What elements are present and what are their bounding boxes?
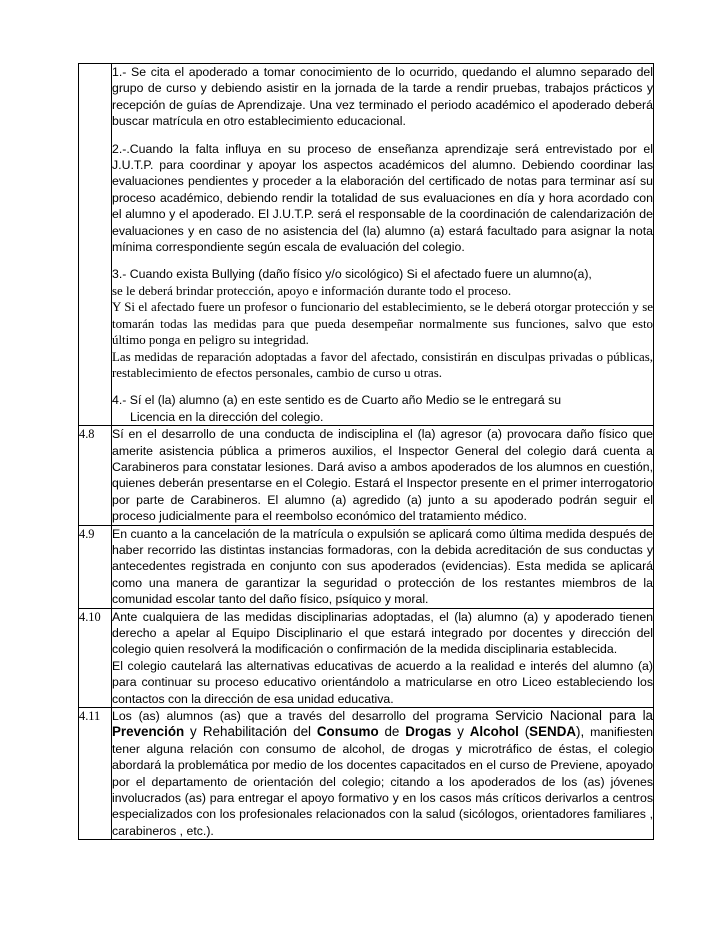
paragraph: Y Si el afectado fuere un profesor o funcionario del establecimiento, se le deberá otorgar protección y se tomarán todas las medidas para que pueda desempeñar normalmente sus funciones, salvo que esto último ponga en peligro su integridad. xyxy=(112,300,653,348)
paragraph: En cuanto a la cancelación de la matrícula o expulsión se aplicará como última medida después de haber recorrido las distintas instancias formadoras, con la debida acreditación de sus conductas y antecedentes registrada en conjunto con sus apoderados (evidencias). Esta medida se aplicará como una manera de garantizar la seguridad o protección de los restantes miembros de la comunidad escolar tanto del daño físico, psíquico y moral. xyxy=(112,526,653,607)
row-number: 4.11 xyxy=(79,708,112,840)
paragraph: se le deberá brindar protección, apoyo e información durante todo el proceso. xyxy=(112,283,512,298)
regulation-table xyxy=(78,63,654,840)
text-run-bold: Alcohol xyxy=(469,724,519,740)
text-run: la xyxy=(642,708,653,724)
row-number xyxy=(79,64,112,426)
text-run: de xyxy=(384,724,400,740)
text-run: y Rehabilitación del xyxy=(190,724,312,740)
text-run: manifiesten tener alguna relación con consumo de alcohol, de drogas y microtráfico de éstas, el colegio abordará la problemática por medio de los docentes capacitados en el curso de Previene, apoyado por el departamento de orientación del colegio; citando a los apoderados de los (as) jóvenes involucrados (as) para entregar el apoyo formativo y en los casos más críticos derivarlos a centros especializados con los profesionales relacionados con la salud (sicólogos, orientadores familiares , carabineros , etc.). xyxy=(112,725,653,838)
table-row xyxy=(79,426,654,525)
paragraph: Ante cualquiera de las medidas disciplinarias adoptadas, el (la) alumno (a) y apoderado tienen derecho a apelar al Equipo Disciplinario el que estará integrado por docentes y dirección del colegio quien resolverá la modificación o confirmación de la medida disciplinaria establecida. xyxy=(112,609,653,657)
paragraph: 2.-.Cuando la falta influya en su proceso de enseñanza aprendizaje será entrevistado por el J.U.T.P. para coordinar y apoyar los aspectos académicos del alumno. Debiendo coordinar las evaluaciones pendientes y proceder a la elaboración del certificado de notas para terminar así su proceso académico, debiendo rendir la totalidad de sus evaluaciones en día y hora acordado con el alumno y el apoderado. El J.U.T.P. será el responsable de la coordinación de calendarización de evaluaciones y en caso de no asistencia del (la) alumno (a) estará facultado para asignar la nota mínima correspondiente según escala de evaluación del colegio. xyxy=(112,141,653,255)
table-row xyxy=(79,708,654,840)
table-row xyxy=(79,525,654,608)
row-number: 4.8 xyxy=(79,426,112,525)
row-content xyxy=(112,708,654,840)
text-run-bold: Drogas xyxy=(405,724,452,740)
paragraph xyxy=(112,708,653,839)
paragraph: El colegio cautelará las alternativas educativas de acuerdo a la realidad e interés del alumno (a) para continuar su proceso educativo orientándolo a matricularse en otro Liceo estableciendo los contactos con la dirección de esa unidad educativa. xyxy=(112,658,653,706)
text-run-bold: SENDA xyxy=(529,724,577,740)
text-run: ), xyxy=(576,724,585,740)
paragraph: Sí en el desarrollo de una conducta de indisciplina el (la) agresor (a) provocara daño físico que amerite asistencia pública a primeros auxilios, el Inspector General del colegio dará cuenta a Carabineros para constatar lesiones. Dará aviso a ambos apoderados de los alumnos en cuestión, quienes deberán presentarse en el Colegio. Estará el Inspector presente en el primer interrogatorio por parte de Carabineros. El alumno (a) agredido (a) junto a su apoderado podrán seguir el proceso judicialmente para el reembolso económico del tratamiento médico. xyxy=(112,427,653,524)
row-number: 4.10 xyxy=(79,608,112,707)
text-run: Servicio Nacional para xyxy=(495,708,636,724)
paragraph: Las medidas de reparación adoptadas a favor del afectado, consistirán en disculpas privadas o públicas, restablecimiento de efectos personales, cambio de curso u otras. xyxy=(112,349,653,380)
paragraph: 1.- Se cita el apoderado a tomar conocimiento de lo ocurrido, quedando el alumno separado del grupo de curso y debiendo asistir en la jornada de la tarde a rendir pruebas, trabajos prácticos y recepción de guías de Aprendizaje. Una vez terminado el periodo académico el apoderado deberá buscar matrícula en otro establecimiento educacional. xyxy=(112,65,653,129)
text-run: y xyxy=(457,724,464,740)
row-content xyxy=(112,426,654,525)
text-run: Los (as) alumnos (as) que a través del desarrollo del programa xyxy=(112,709,496,724)
text-run-bold: Prevención xyxy=(112,724,185,740)
table-row xyxy=(79,608,654,707)
paragraph: Licencia en la dirección del colegio. xyxy=(130,409,324,424)
row-content xyxy=(112,608,654,707)
text-run: ( xyxy=(524,724,530,740)
table-row xyxy=(79,64,654,426)
paragraph: 4.- Sí el (la) alumno (a) en este sentido es de Cuarto año Medio se le entregará su xyxy=(112,393,562,408)
paragraph: 3.- Cuando exista Bullying (daño físico y/o sicológico) Si el afectado fuere un alumno(a), xyxy=(112,267,592,282)
row-content xyxy=(112,525,654,608)
row-number: 4.9 xyxy=(79,525,112,608)
text-run-bold: Consumo xyxy=(316,724,379,740)
row-content xyxy=(112,64,654,426)
